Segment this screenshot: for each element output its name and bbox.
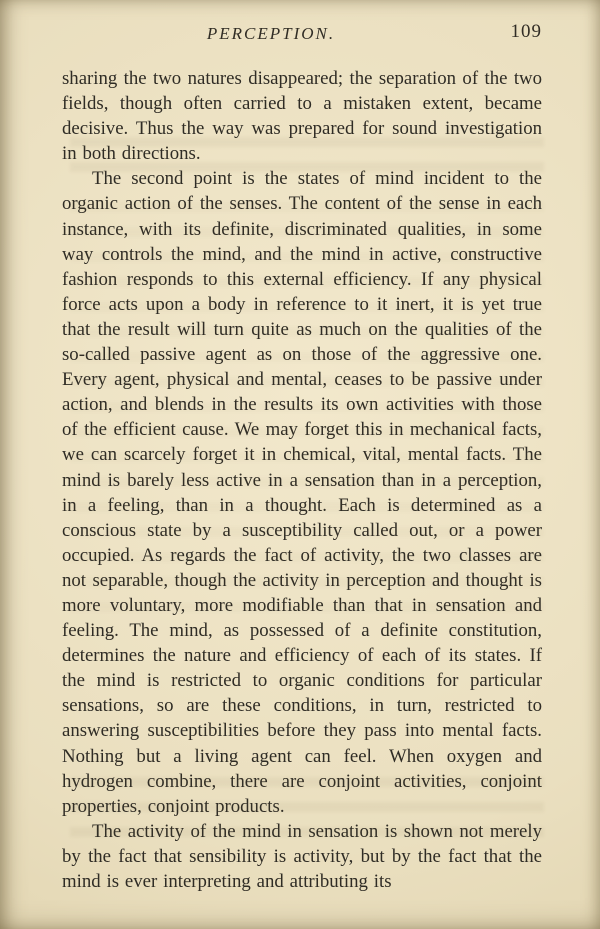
page-header [0,0,600,64]
page-body [62,66,542,894]
paragraph-continuation: sharing the two natures disappeared; the separation of the two fields, though often carried to a mistaken extent, became decisive. Thus the way was prepared for sound investigation in both directions. [62,68,542,165]
running-head: PERCEPTION. [206,24,336,43]
paragraph: The activity of the mind in sensation is shown not merely by the fact that sensibility is activity, but by the fact that the mind is ever interpreting and attributing its [62,820,542,892]
page-number: 109 [510,21,542,42]
paragraph: The second point is the states of mind incident to the organic action of the senses. The content of the sense in each instance, with its definite, discriminated qualities, in some way controls the mind, and the mind in active, constructive fashion responds to this external efficiency. If any physical force acts upon a body in reference to it inert, it is yet true that the result will turn quite as much on the qualities of the so-called passive agent as on those of the aggressive one. Every agent, physical and mental, ceases to be passive under action, and blends in the results its own activities with those of the efficient cause. We may forget this in mechanical facts, we can scarcely forget it in chemical, vital, mental facts. The mind is barely less active in a sensation than in a perception, in a feeling, than in a thought. Each is determined as a conscious state by a susceptibility called out, or a power occupied. As regards the fact of activity, the two classes are not separable, though the activity in perception and thought is more voluntary, more modifiable than that in sensation and feeling. The mind, as possessed of a definite constitution, determines the nature and efficiency of each of its states. If the mind is restricted to organic conditions for particular sensations, so are these conditions, in turn, restricted to answering susceptibilities before they pass into mental facts. Nothing but a living agent can feel. When oxygen and hydrogen combine, there are conjoint activities, conjoint properties, conjoint products. [62,168,542,817]
